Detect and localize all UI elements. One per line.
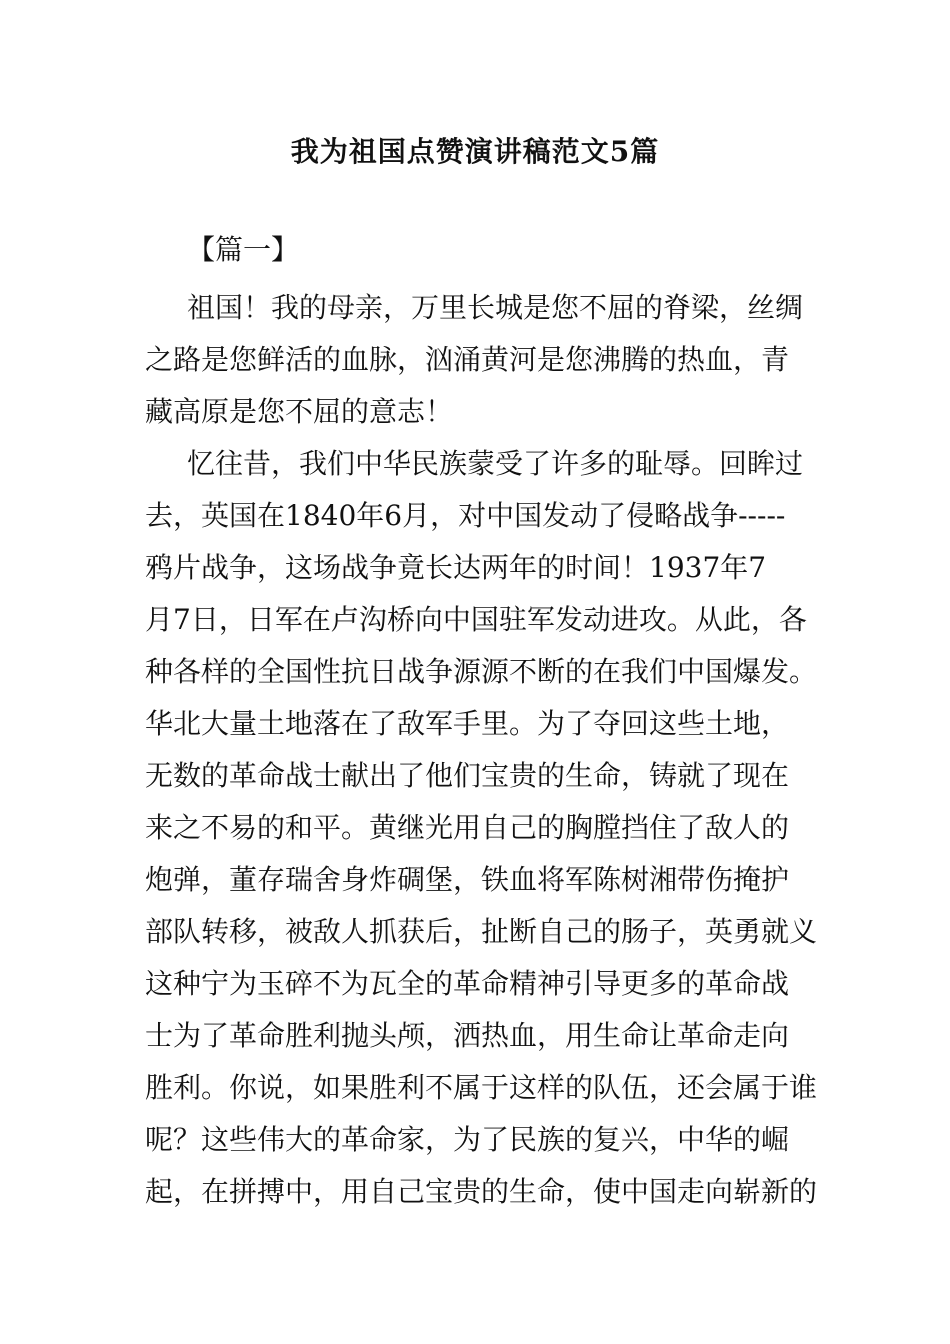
paragraph-line: 来之不易的和平。黄继光用自己的胸膛挡住了敌人的 xyxy=(145,811,790,844)
paragraph-line: 去，英国在1840年6月，对中国发动了侵略战争----- xyxy=(145,499,786,532)
paragraph-line: 部队转移，被敌人抓获后，扯断自己的肠子，英勇就义 xyxy=(145,915,818,948)
paragraph-line: 月7日，日军在卢沟桥向中国驻军发动进攻。从此，各 xyxy=(145,603,807,636)
paragraph-line: 祖国！我的母亲，万里长城是您不屈的脊梁，丝绸 xyxy=(187,291,804,324)
paragraph-line: 胜利。你说，如果胜利不属于这样的队伍，还会属于谁 xyxy=(145,1071,818,1104)
document-title: 我为祖国点赞演讲稿范文5篇 xyxy=(290,135,660,168)
paragraph-line: 炮弹，董存瑞舍身炸碉堡，铁血将军陈树湘带伤掩护 xyxy=(145,863,790,896)
paragraph-line: 藏高原是您不屈的意志！ xyxy=(145,395,454,428)
paragraph-line: 士为了革命胜利抛头颅，洒热血，用生命让革命走向 xyxy=(145,1019,790,1052)
paragraph-line: 呢？这些伟大的革命家，为了民族的复兴，中华的崛 xyxy=(145,1123,790,1156)
document-body xyxy=(145,230,820,1218)
paragraph-line: 起，在拼搏中，用自己宝贵的生命，使中国走向崭新的 xyxy=(145,1175,818,1208)
paragraph-line: 华北大量土地落在了敌军手里。为了夺回这些土地， xyxy=(145,707,790,740)
paragraph-line: 种各样的全国性抗日战争源源不断的在我们中国爆发。 xyxy=(145,655,818,688)
section-heading: 【篇一】 xyxy=(187,233,300,266)
paragraph-line: 鸦片战争，这场战争竟长达两年的时间！1937年7 xyxy=(145,551,767,584)
paragraph-line: 这种宁为玉碎不为瓦全的革命精神引导更多的革命战 xyxy=(145,967,790,1000)
paragraph-line: 忆往昔，我们中华民族蒙受了许多的耻辱。回眸过 xyxy=(187,447,804,480)
paragraph-line: 无数的革命战士献出了他们宝贵的生命，铸就了现在 xyxy=(145,759,790,792)
paragraph-line: 之路是您鲜活的血脉，汹涌黄河是您沸腾的热血，青 xyxy=(145,343,790,376)
